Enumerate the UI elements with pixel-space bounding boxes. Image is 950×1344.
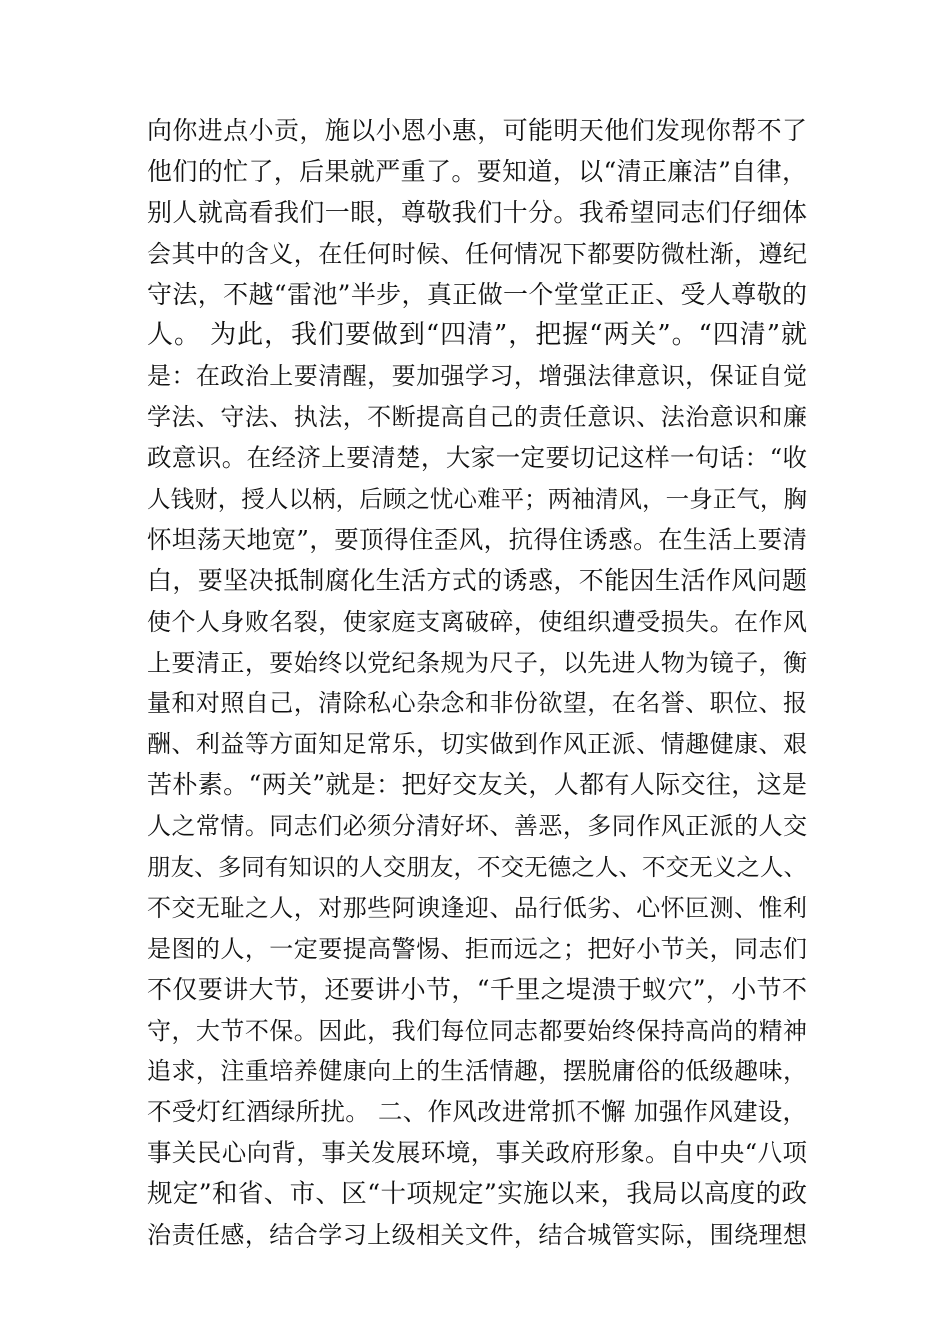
text-line: 守，大节不保。因此，我们每位同志都要始终保持高尚的精神 [147,1016,807,1045]
text-line: 量和对照自己，清除私心杂念和非份欲望，在名誉、职位、报 [147,689,807,718]
text-line: 守法，不越“雷池”半步，真正做一个堂堂正正、受人尊敬的 [147,279,807,309]
text-line: 是图的人，一定要提高警惕、拒而远之；把好小节关，同志们 [147,934,807,963]
text-line: 朋友、多同有知识的人交朋友，不交无德之人、不交无义之人、 [147,853,807,882]
text-line: 白，要坚决抵制腐化生活方式的诱惑，不能因生活作风问题 [147,565,807,595]
text-line: 政意识。在经济上要清楚，大家一定要切记这样一句话：“收 [147,443,807,473]
text-line: 苦朴素。“两关”就是：把好交友关，人都有人际交往，这是 [147,770,807,800]
text-line: 人。 为此，我们要做到“四清”，把握“两关”。“四清”就 [147,320,807,351]
text-line: 事关民心向背，事关发展环境，事关政府形象。自中央“八项 [147,1138,807,1168]
text-line: 怀坦荡天地宽”，要顶得住歪风，抗得住诱惑。在生活上要清 [147,524,807,554]
text-line: 他们的忙了，后果就严重了。要知道，以“清正廉洁”自律， [147,156,807,186]
text-line: 人钱财，授人以柄，后顾之忧心难平；两袖清风，一身正气，胸 [147,485,807,514]
text-line: 酬、利益等方面知足常乐，切实做到作风正派、情趣健康、艰 [147,730,807,759]
text-line: 不交无耻之人，对那些阿谀逢迎、品行低劣、心怀叵测、惟利 [147,893,807,922]
text-line: 学法、守法、执法，不断提高自己的责任意识、法治意识和廉 [147,403,807,432]
text-line: 别人就高看我们一眼，尊敬我们十分。我希望同志们仔细体 [147,197,807,227]
text-line: 不受灯红酒绿所扰。 二、作风改进常抓不懈 加强作风建设， [147,1097,807,1127]
text-line: 追求，注重培养健康向上的生活情趣，摆脱庸俗的低级趣味， [147,1057,807,1086]
text-line: 不仅要讲大节，还要讲小节，“千里之堤溃于蚁穴”，小节不 [147,974,807,1004]
text-line: 规定”和省、市、区“十项规定”实施以来，我局以高度的政 [147,1179,807,1210]
body-text [147,111,807,1256]
text-line: 治责任感，结合学习上级相关文件，结合城管实际，围绕理想 [147,1221,807,1250]
text-line: 向你进点小贡，施以小恩小惠，可能明天他们发现你帮不了 [147,116,807,145]
text-line: 是：在政治上要清醒，要加强学习，增强法律意识，保证自觉 [147,362,807,391]
text-line: 人之常情。同志们必须分清好坏、善恶，多同作风正派的人交 [147,812,807,841]
text-line: 使个人身败名裂，使家庭支离破碎，使组织遭受损失。在作风 [147,607,807,636]
text-line: 会其中的含义，在任何时候、任何情况下都要防微杜渐，遵纪 [147,239,807,268]
text-line: 上要清正，要始终以党纪条规为尺子，以先进人物为镜子，衡 [147,648,807,677]
